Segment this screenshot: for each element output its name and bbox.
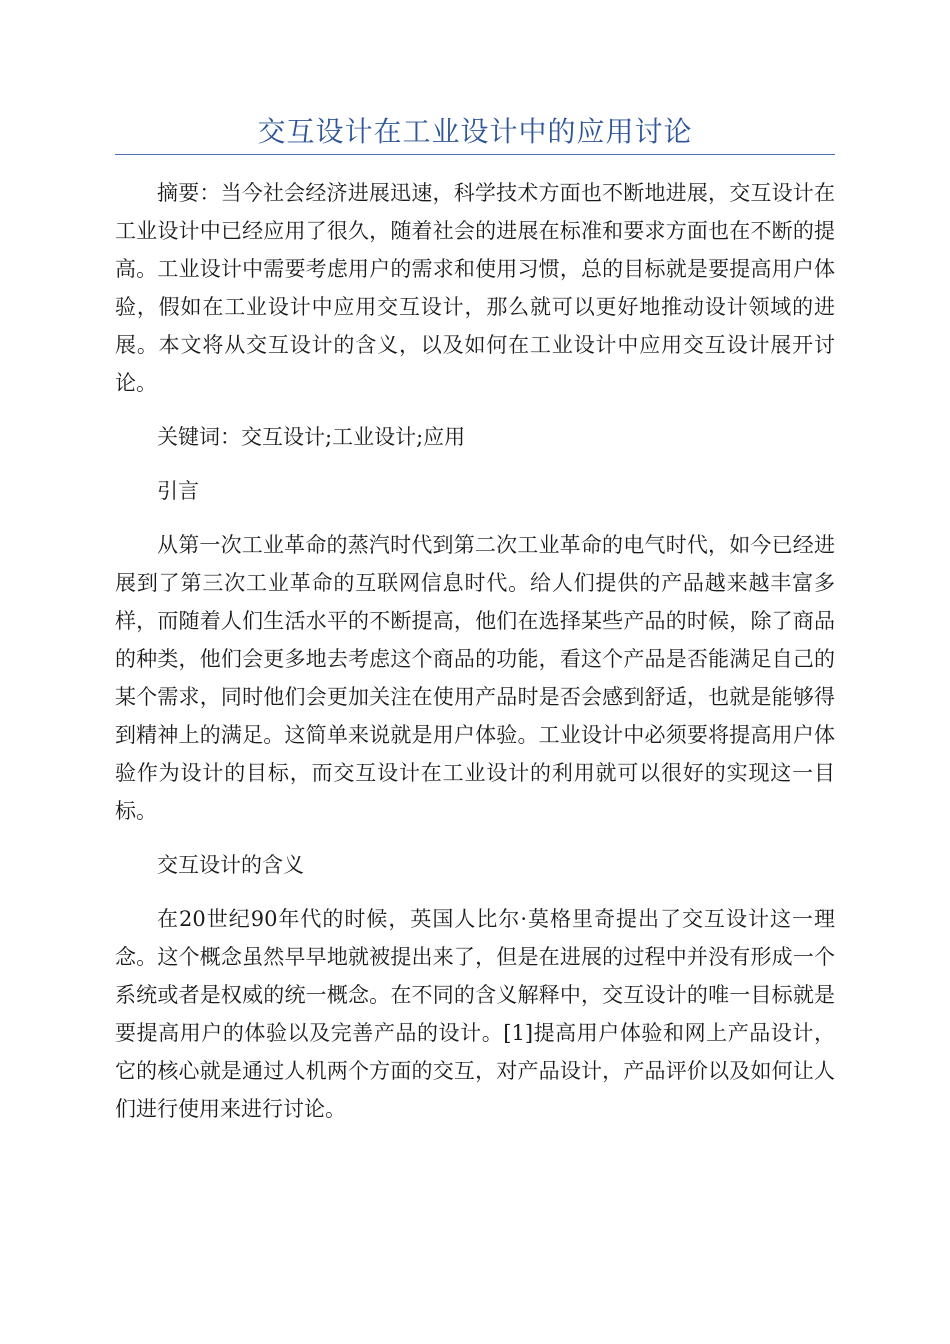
keywords-line: 关键词：交互设计;工业设计;应用 — [157, 425, 466, 449]
abstract-paragraph: 摘要：当今社会经济进展迅速，科学技术方面也不断地进展，交互设计在工业设计中已经应用了很久，随着社会的进展在标准和要求方面也在不断的提高。工业设计中需要考虑用户的需求和使用习惯，总的目标就是要提高用户体验，假如在工业设计中应用交互设计，那么就可以更好地推动设计领域的进展。本文将从交互设计的含义，以及如何在工业设计中应用交互设计展开讨论。 — [115, 181, 835, 395]
meaning-paragraph: 在20世纪90年代的时候，英国人比尔·莫格里奇提出了交互设计这一理念。这个概念虽然早早地就被提出来了，但是在进展的过程中并没有形成一个系统或者是权威的统一概念。在不同的含义解释中，交互设计的唯一目标就是要提高用户的体验以及完善产品的设计。[1]提高用户体验和网上产品设计，它的核心就是通过人机两个方面的交互，对产品设计，产品评价以及如何让人们进行使用来进行讨论。 — [115, 907, 835, 1121]
title-underline — [115, 154, 835, 155]
document-body — [115, 174, 835, 1128]
document-title: 交互设计在工业设计中的应用讨论 — [257, 115, 693, 148]
intro-paragraph: 从第一次工业革命的蒸汽时代到第二次工业革命的电气时代，如今已经进展到了第三次工业革命的互联网信息时代。给人们提供的产品越来越丰富多样，而随着人们生活水平的不断提高，他们在选择某些产品的时候，除了商品的种类，他们会更多地去考虑这个商品的功能，看这个产品是否能满足自己的某个需求，同时他们会更加关注在使用产品时是否会感到舒适，也就是能够得到精神上的满足。这简单来说就是用户体验。工业设计中必须要将提高用户体验作为设计的目标，而交互设计在工业设计的利用就可以很好的实现这一目标。 — [115, 533, 835, 823]
section-heading-meaning: 交互设计的含义 — [157, 853, 304, 877]
section-heading-intro: 引言 — [157, 479, 199, 503]
